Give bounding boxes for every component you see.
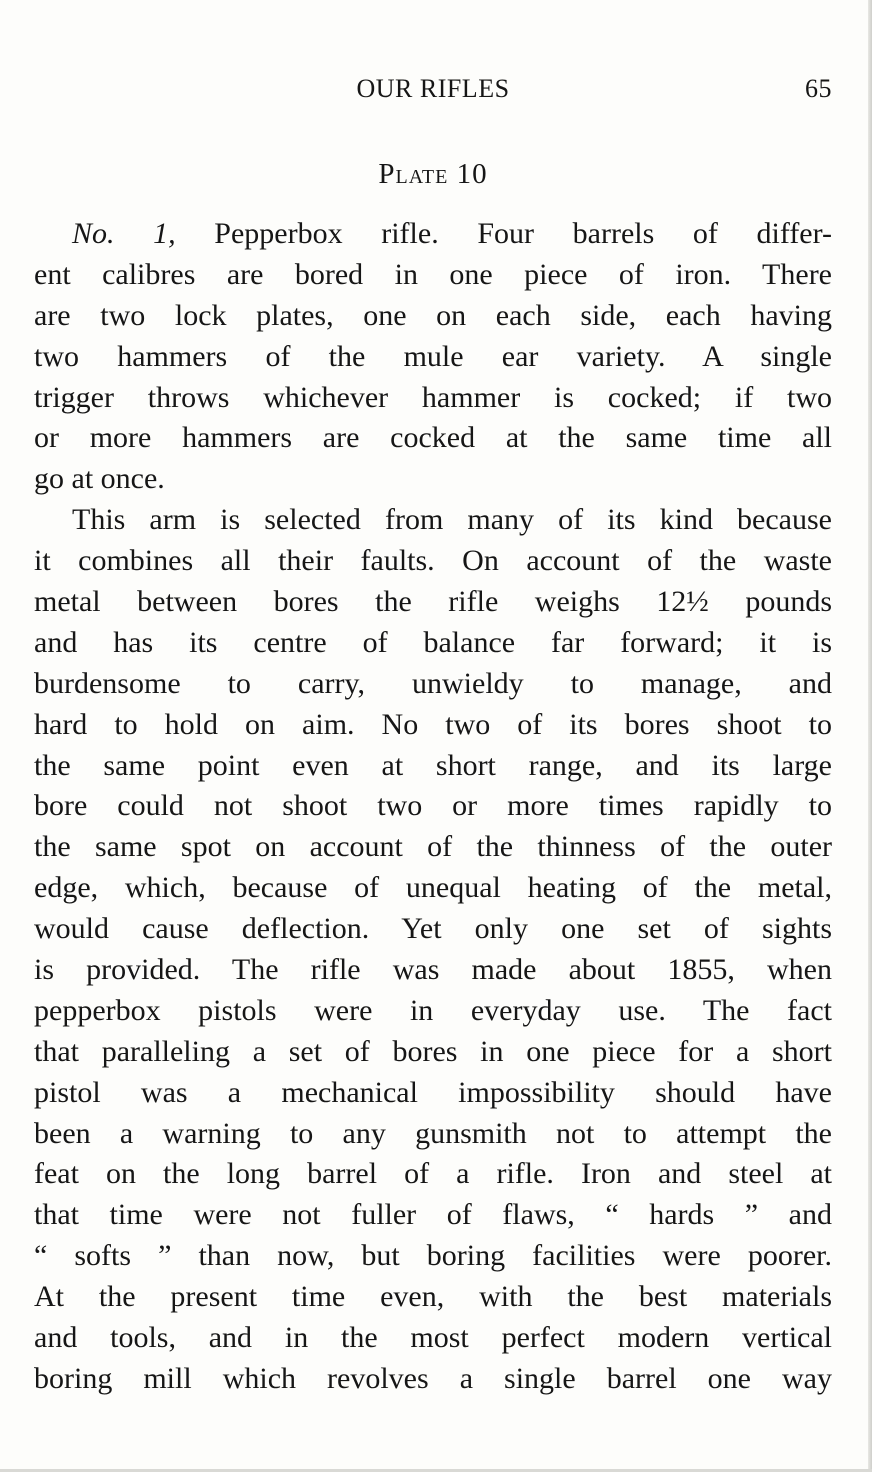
- page-number: 65: [805, 74, 832, 103]
- text-line: that time were not fuller of flaws, “ hards ” and: [34, 1198, 832, 1232]
- text-line: it combines all their faults. On account of the waste: [34, 544, 832, 578]
- text-line: feat on the long barrel of a rifle. Iron and steel at: [34, 1157, 832, 1191]
- text-line: that paralleling a set of bores in one piece for a short: [34, 1034, 832, 1068]
- text-line: and tools, and in the most perfect modern vertical: [34, 1321, 832, 1355]
- running-header: [34, 74, 832, 108]
- running-title: OUR RIFLES: [356, 74, 510, 103]
- text-line: are two lock plates, one on each side, each having: [34, 298, 832, 332]
- text-line: pistol was a mechanical impossibility should have: [34, 1075, 832, 1109]
- text-line: edge, which, because of unequal heating of the metal,: [34, 871, 832, 905]
- text-line: burdensome to carry, unwieldy to manage, and: [34, 666, 832, 700]
- text-line: This arm is selected from many of its kind because: [72, 503, 832, 537]
- text-line: bore could not shoot two or more times rapidly to: [34, 789, 832, 823]
- text-line: and has its centre of balance far forward; it is: [34, 625, 832, 659]
- text-line: is provided. The rifle was made about 1855, when: [34, 953, 832, 987]
- text-line: go at once.: [34, 462, 165, 496]
- text-line: boring mill which revolves a single barrel one way: [34, 1361, 832, 1395]
- text-line: ent calibres are bored in one piece of iron. There: [34, 257, 832, 291]
- text-line: At the present time even, with the best materials: [34, 1280, 832, 1314]
- text-line-content: Pepperbox rifle. Four barrels of differ-: [175, 217, 832, 250]
- text-line: trigger throws whichever hammer is cocked; if two: [34, 380, 832, 414]
- body-text: [34, 214, 832, 1400]
- text-line: the same spot on account of the thinness of the outer: [34, 830, 832, 864]
- text-line: been a warning to any gunsmith not to attempt the: [34, 1116, 832, 1150]
- text-line: two hammers of the mule ear variety. A single: [34, 339, 832, 373]
- text-line: the same point even at short range, and its large: [34, 748, 832, 782]
- text-line: “ softs ” than now, but boring facilities were poorer.: [34, 1239, 832, 1273]
- text-line: hard to hold on aim. No two of its bores shoot to: [34, 707, 832, 741]
- text-line: [34, 214, 832, 255]
- text-line: or more hammers are cocked at the same time all: [34, 421, 832, 455]
- item-label: No. 1,: [72, 217, 176, 250]
- text-line: metal between bores the rifle weighs 12½ pounds: [34, 585, 832, 619]
- plate-heading: Plate 10: [378, 158, 488, 190]
- page-edge: [868, 0, 872, 1472]
- text-line: pepperbox pistols were in everyday use. The fact: [34, 993, 832, 1027]
- text-line: would cause deflection. Yet only one set of sights: [34, 912, 832, 946]
